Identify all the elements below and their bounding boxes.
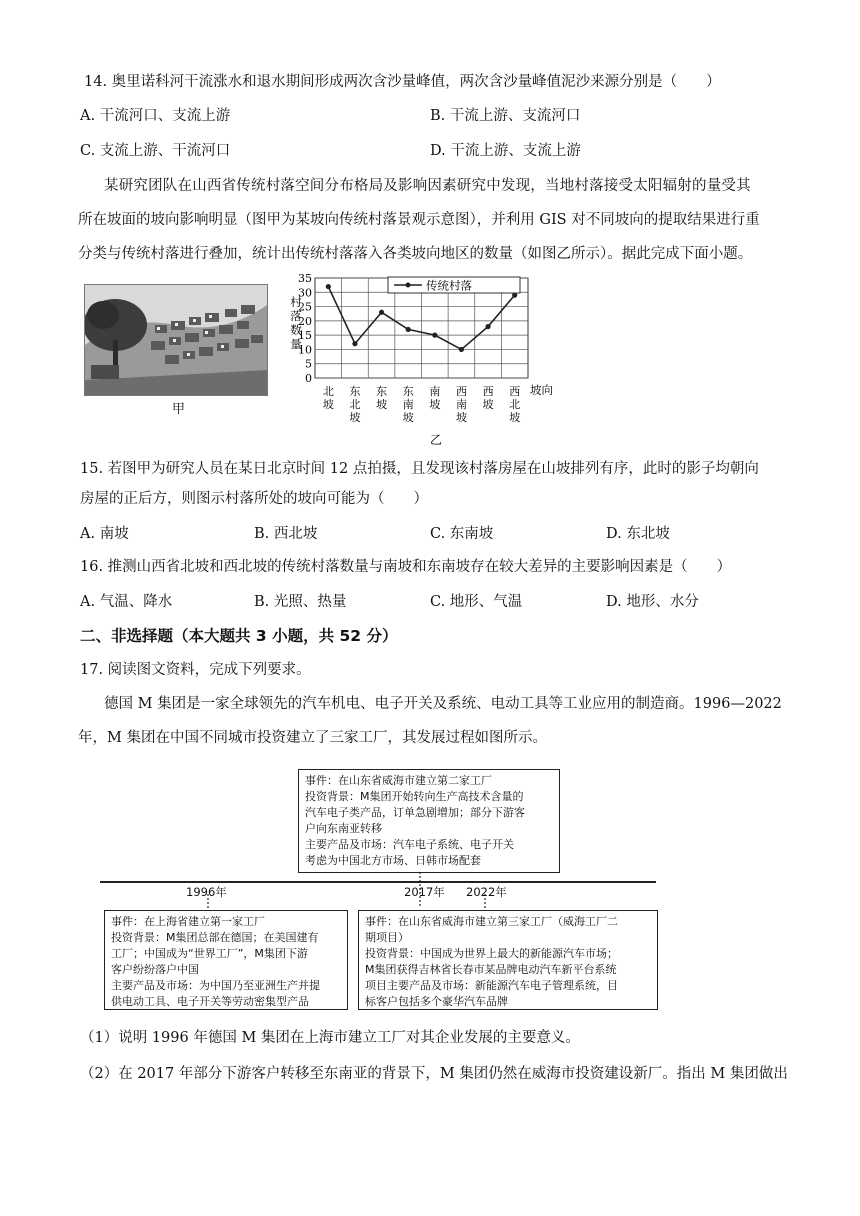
year-2022: 2022年 xyxy=(466,885,507,899)
q17-sub-2: （2）在 2017 年部分下游客户转移至东南亚的背景下，M 集团仍然在威海市投资建设新厂。指出 M 集团做出 xyxy=(80,1066,788,1082)
y-tick-label: 5 xyxy=(305,357,312,371)
data-point xyxy=(379,310,384,315)
x-tick-label: 东北坡 xyxy=(349,385,361,424)
q14-option-b[interactable]: B. 干流上游、支流河口 xyxy=(430,108,581,124)
intro-line-3: 分类与传统村落进行叠加，统计出传统村落落入各类坡向地区的数量（如图乙所示）。据此完成下面小题。 xyxy=(78,246,753,262)
box-2022-line-3: 投资背景：中国成为世界上最大的新能源汽车市场； xyxy=(365,947,618,960)
box-2017-line-2: 投资背景：M集团开始转向生产高技术含量的 xyxy=(305,790,524,803)
legend-label: 传统村落 xyxy=(426,278,472,293)
box-1996-line-5: 主要产品及市场：为中国乃至亚洲生产并提 xyxy=(111,979,320,992)
y-tick-label: 25 xyxy=(298,300,312,314)
box-1996-line-4: 客户纷纷落户中国 xyxy=(111,963,199,976)
box-1996-line-1: 事件：在上海省建立第一家工厂 xyxy=(111,915,265,928)
y-tick-label: 30 xyxy=(298,286,312,300)
q15-option-b[interactable]: B. 西北坡 xyxy=(254,526,318,542)
box-2017-line-3: 汽车电子类产品，订单急剧增加；部分下游客 xyxy=(305,806,525,819)
box-2022-line-5: 项目主要产品及市场：新能源汽车电子管理系统，目 xyxy=(365,979,618,992)
box-2017-line-6: 考虑为中国北方市场、日韩市场配套 xyxy=(305,854,481,867)
data-point xyxy=(326,284,331,289)
q16-option-d[interactable]: D. 地形、水分 xyxy=(606,594,699,610)
figure-yi-label: 乙 xyxy=(430,433,443,447)
q15-stem-line-1: 15. 若图甲为研究人员在某日北京时间 12 点拍摄，且发现该村落房屋在山坡排列有序，此时的影子均朝向 xyxy=(80,461,759,477)
intro-line-1: 某研究团队在山西省传统村落空间分布格局及影响因素研究中发现，当地村落接受太阳辐射的量受其 xyxy=(104,178,751,194)
x-tick-label: 西坡 xyxy=(482,385,494,411)
x-tick-label: 西南坡 xyxy=(455,385,467,424)
box-2017-line-1: 事件：在山东省威海市建立第二家工厂 xyxy=(305,774,492,787)
data-point xyxy=(459,347,464,352)
q16-option-a[interactable]: A. 气温、降水 xyxy=(80,594,173,610)
q17-para-line-2: 年，M 集团在中国不同城市投资建立了三家工厂，其发展过程如图所示。 xyxy=(78,730,547,746)
q14-option-d[interactable]: D. 干流上游、支流上游 xyxy=(430,143,581,159)
data-point xyxy=(352,341,357,346)
data-point xyxy=(485,324,490,329)
q14-option-c[interactable]: C. 支流上游、干流河口 xyxy=(80,143,231,159)
y-tick-label: 35 xyxy=(298,272,312,285)
figure-jia-label: 甲 xyxy=(172,402,186,417)
y-tick-label: 0 xyxy=(305,372,312,385)
timeline-axis xyxy=(100,872,660,912)
q16-option-b[interactable]: B. 光照、热量 xyxy=(254,594,347,610)
intro-line-2: 所在坡面的坡向影响明显（图甲为某坡向传统村落景观示意图），并利用 GIS 对不同坡向的提取结果进行重 xyxy=(78,212,760,228)
x-tick-label: 南坡 xyxy=(429,385,441,411)
q16-stem: 16. 推测山西省北坡和西北坡的传统村落数量与南坡和东南坡存在较大差异的主要影响因素是（ ） xyxy=(80,559,732,575)
y-tick-label: 20 xyxy=(298,314,312,328)
x-tick-label: 北坡 xyxy=(322,385,334,411)
box-2022-line-4: M集团获得吉林省长春市某品牌电动汽车新平台系统 xyxy=(365,963,617,976)
x-axis-label: 坡向 xyxy=(530,383,553,397)
y-tick-label: 15 xyxy=(298,329,312,343)
q15-option-a[interactable]: A. 南坡 xyxy=(80,526,129,542)
q14-option-a[interactable]: A. 干流河口、支流上游 xyxy=(80,108,231,124)
q17-para-line-1: 德国 M 集团是一家全球领先的汽车机电、电子开关及系统、电动工具等工业应用的制造商。1996—2022 xyxy=(104,696,782,712)
x-tick-label: 西北坡 xyxy=(509,385,521,424)
y-tick-label: 10 xyxy=(298,343,312,357)
section-2-heading: 二、非选择题（本大题共 3 小题，共 52 分） xyxy=(80,627,398,645)
village-photo xyxy=(84,284,268,396)
box-2017-line-4: 户向东南亚转移 xyxy=(305,822,382,835)
q16-option-c[interactable]: C. 地形、气温 xyxy=(430,594,523,610)
data-point xyxy=(432,333,437,338)
slope-village-chart xyxy=(290,272,580,448)
box-1996-line-2: 投资背景：M集团总部在德国；在美国建有 xyxy=(111,931,319,944)
year-1996: 1996年 xyxy=(186,885,227,899)
year-2017: 2017年 xyxy=(404,885,445,899)
timeline-box-2017 xyxy=(298,769,560,873)
x-tick-label: 东南坡 xyxy=(402,385,414,424)
q15-option-c[interactable]: C. 东南坡 xyxy=(430,526,494,542)
timeline-box-2022 xyxy=(358,910,658,1010)
q14-stem: 14. 奥里诺科河干流涨水和退水期间形成两次含沙量峰值，两次含沙量峰值泥沙来源分别是（ ） xyxy=(84,74,721,90)
box-2022-line-6: 标客户包括多个豪华汽车品牌 xyxy=(365,995,508,1008)
box-2022-line-1: 事件：在山东省威海市建立第三家工厂（威海工厂二 xyxy=(365,915,618,928)
x-tick-label: 东坡 xyxy=(376,385,388,411)
box-1996-line-6: 供电动工具、电子开关等劳动密集型产品 xyxy=(111,995,309,1008)
q17-stem: 17. 阅读图文资料，完成下列要求。 xyxy=(80,662,311,678)
q15-option-d[interactable]: D. 东北坡 xyxy=(606,526,670,542)
legend xyxy=(388,277,520,293)
box-2022-line-2: 期项目） xyxy=(365,931,409,944)
y-axis-label xyxy=(290,295,302,351)
timeline-box-1996 xyxy=(104,910,348,1010)
box-1996-line-3: 工厂；中国成为“世界工厂”，M集团下游 xyxy=(111,947,308,960)
q15-stem-line-2: 房屋的正后方，则图示村落所处的坡向可能为（ ） xyxy=(80,491,428,507)
box-2017-line-5: 主要产品及市场：汽车电子系统、电子开关 xyxy=(305,838,514,851)
data-point xyxy=(406,327,411,332)
y-axis-label-text: 村落数量 xyxy=(290,295,302,351)
q17-sub-1: （1）说明 1996 年德国 M 集团在上海市建立工厂对其企业发展的主要意义。 xyxy=(80,1030,580,1046)
